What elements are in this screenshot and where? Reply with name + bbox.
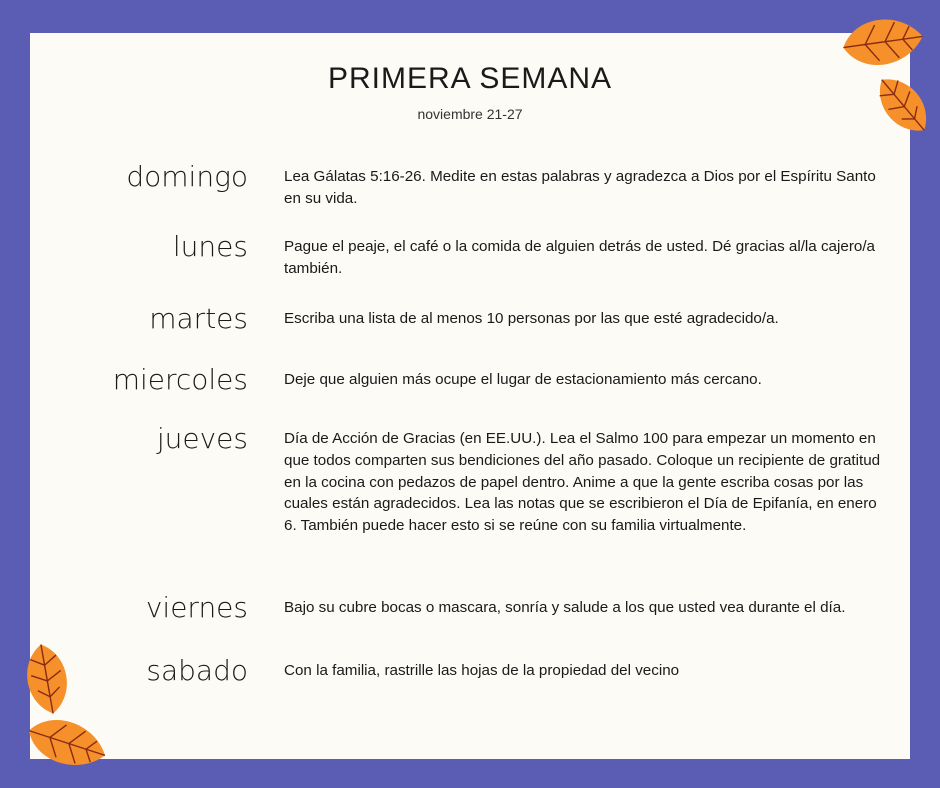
autumn-leaf-icon — [14, 640, 80, 718]
day-description: Día de Acción de Gracias (en EE.UU.). Lea el Salmo 100 para empezar un momento en que todos comparten sus bendiciones del año pasado. Coloque un recipiente de gratitud en la cocina con pedazos de papel dentro. Anime a que la gente escriba cosas por las cuales están agradecidos. Lea las notas que se escribieron el Día de Epifanía, en enero 6. También puede hacer esto si se reúne con su familia virtualmente. — [284, 430, 881, 535]
day-description: Con la familia, rastrille las hojas de la propiedad del vecino — [284, 662, 680, 679]
day-label: miercoles — [112, 363, 248, 396]
day-description: Lea Gálatas 5:16-26. Medite en estas palabras y agradezca a Dios por el Espíritu Santo en su vida. — [284, 168, 876, 207]
page-title: PRIMERA SEMANA — [327, 62, 613, 95]
autumn-leaf-icon — [22, 708, 112, 778]
day-label: sabado — [146, 654, 248, 687]
autumn-leaf-icon — [838, 10, 928, 74]
day-description: Escriba una lista de al menos 10 personas por las que esté agradecido/a. — [284, 310, 779, 327]
day-label: martes — [149, 302, 248, 335]
day-label: lunes — [172, 230, 248, 263]
day-description: Bajo su cubre bocas o mascara, sonría y salude a los que usted vea durante el día. — [284, 599, 846, 616]
day-description: Deje que alguien más ocupe el lugar de estacionamiento más cercano. — [284, 371, 762, 388]
day-label: jueves — [156, 422, 248, 455]
page-subtitle: noviembre 21-27 — [417, 106, 523, 122]
autumn-leaf-icon — [872, 68, 934, 142]
day-label: domingo — [126, 160, 248, 193]
day-description: Pague el peaje, el café o la comida de alguien detrás de usted. Dé gracias al/la cajero/a también. — [284, 238, 875, 277]
day-label: viernes — [145, 591, 248, 624]
card-background — [30, 33, 910, 759]
